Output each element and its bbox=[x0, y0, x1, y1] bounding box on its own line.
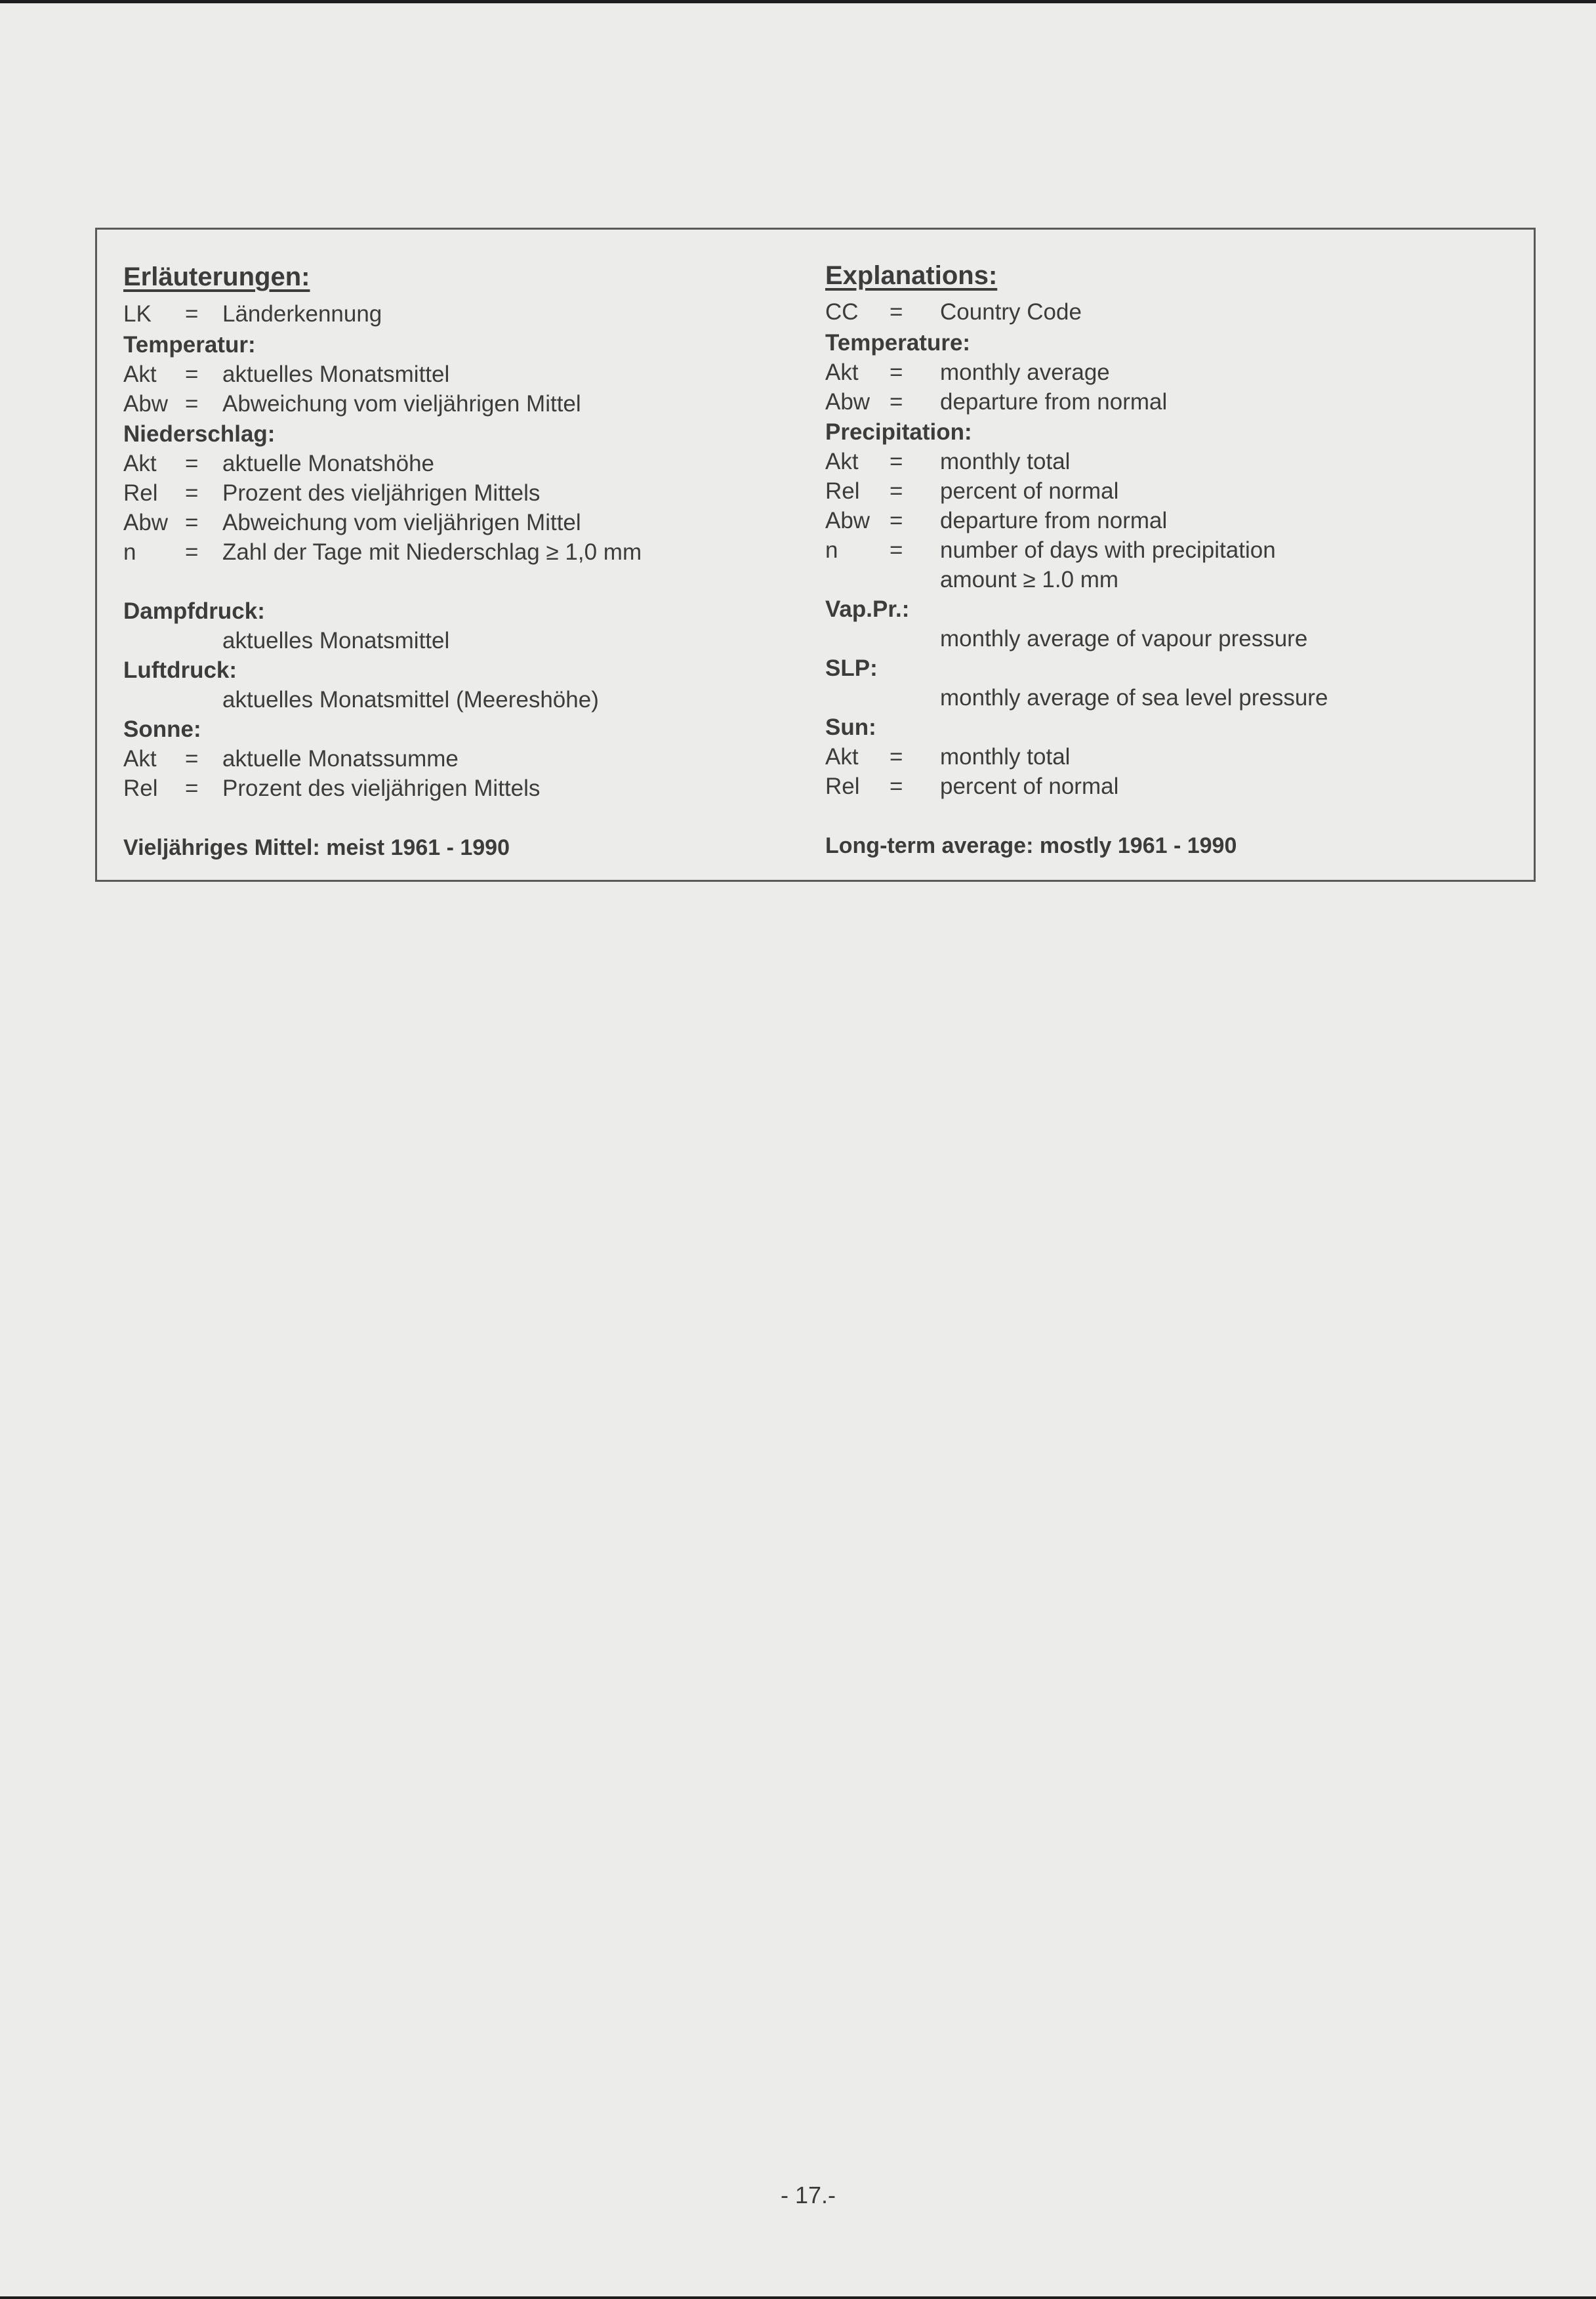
page-number: - 17.- bbox=[781, 2182, 836, 2208]
german-pressure-desc: aktuelles Monatsmittel (Meereshöhe) bbox=[222, 687, 599, 713]
equals-sign: = bbox=[890, 537, 903, 563]
equals-sign: = bbox=[185, 480, 199, 506]
abbr-label: Abw bbox=[825, 389, 870, 415]
abbr-label: Akt bbox=[825, 744, 859, 770]
abbr-label: Akt bbox=[825, 360, 859, 385]
definition-text: monthly total bbox=[940, 744, 1071, 770]
scan-top-edge bbox=[0, 0, 1596, 3]
equals-sign: = bbox=[890, 774, 903, 799]
equals-sign: = bbox=[185, 391, 199, 417]
equals-sign: = bbox=[890, 508, 903, 533]
definition-text: monthly average bbox=[940, 360, 1110, 385]
english-pressure-heading: SLP: bbox=[825, 655, 878, 681]
abbr-label: Akt bbox=[825, 449, 859, 474]
english-precip-heading: Precipitation: bbox=[825, 419, 972, 445]
equals-sign: = bbox=[185, 746, 199, 772]
german-temperature-heading: Temperatur: bbox=[123, 332, 256, 358]
definition-text: aktuelles Monatsmittel bbox=[222, 362, 450, 387]
equals-sign: = bbox=[185, 451, 199, 476]
definition-text: Prozent des vieljährigen Mittels bbox=[222, 480, 541, 506]
scan-bottom-edge bbox=[0, 2296, 1596, 2299]
definition-text: percent of normal bbox=[940, 478, 1119, 504]
equals-sign: = bbox=[890, 360, 903, 385]
german-pressure-heading: Luftdruck: bbox=[123, 657, 237, 683]
equals-sign: = bbox=[890, 744, 903, 770]
abbr-label: Rel bbox=[825, 774, 860, 799]
equals-sign: = bbox=[185, 539, 199, 565]
english-vapour-heading: Vap.Pr.: bbox=[825, 596, 910, 622]
german-column bbox=[97, 230, 799, 880]
definition-text: aktuelle Monatssumme bbox=[222, 746, 459, 772]
abbr-label: n bbox=[123, 539, 136, 565]
abbr-label: n bbox=[825, 537, 838, 563]
equals-sign: = bbox=[185, 510, 199, 535]
abbr-label: Akt bbox=[123, 362, 157, 387]
german-vapour-heading: Dampfdruck: bbox=[123, 598, 265, 624]
abbr-label: Akt bbox=[123, 746, 157, 772]
definition-text: aktuelle Monatshöhe bbox=[222, 451, 434, 476]
definition-text: Zahl der Tage mit Niederschlag ≥ 1,0 mm bbox=[222, 539, 642, 565]
abbr-label: Rel bbox=[123, 480, 158, 506]
german-precip-heading: Niederschlag: bbox=[123, 421, 276, 447]
abbr-label: LK bbox=[123, 301, 152, 327]
equals-sign: = bbox=[185, 301, 199, 327]
german-footer: Vieljähriges Mittel: meist 1961 - 1990 bbox=[123, 835, 510, 860]
english-pressure-desc: monthly average of sea level pressure bbox=[940, 685, 1328, 711]
abbr-label: CC bbox=[825, 299, 859, 325]
equals-sign: = bbox=[890, 449, 903, 474]
definition-text: percent of normal bbox=[940, 774, 1119, 799]
equals-sign: = bbox=[890, 478, 903, 504]
definition-text: Prozent des vieljährigen Mittels bbox=[222, 776, 541, 801]
definition-text: number of days with precipitation bbox=[940, 537, 1276, 563]
german-sun-heading: Sonne: bbox=[123, 716, 201, 742]
equals-sign: = bbox=[890, 389, 903, 415]
english-vapour-desc: monthly average of vapour pressure bbox=[940, 626, 1308, 652]
english-temperature-heading: Temperature: bbox=[825, 330, 971, 356]
definition-text: Abweichung vom vieljährigen Mittel bbox=[222, 391, 581, 417]
equals-sign: = bbox=[185, 362, 199, 387]
legend-box bbox=[95, 228, 1536, 882]
definition-text: departure from normal bbox=[940, 389, 1168, 415]
abbr-label: Rel bbox=[123, 776, 158, 801]
abbr-label: Abw bbox=[825, 508, 870, 533]
english-footer: Long-term average: mostly 1961 - 1990 bbox=[825, 833, 1237, 858]
english-title: Explanations: bbox=[825, 261, 998, 290]
english-precip-n-continuation: amount ≥ 1.0 mm bbox=[940, 567, 1119, 592]
english-sun-heading: Sun: bbox=[825, 715, 876, 740]
english-column bbox=[799, 230, 1534, 880]
definition-text: Länderkennung bbox=[222, 301, 382, 327]
german-title: Erläuterungen: bbox=[123, 262, 310, 291]
abbr-label: Abw bbox=[123, 391, 169, 417]
equals-sign: = bbox=[890, 299, 903, 325]
definition-text: monthly total bbox=[940, 449, 1071, 474]
definition-text: departure from normal bbox=[940, 508, 1168, 533]
abbr-label: Akt bbox=[123, 451, 157, 476]
definition-text: Country Code bbox=[940, 299, 1082, 325]
equals-sign: = bbox=[185, 776, 199, 801]
german-vapour-desc: aktuelles Monatsmittel bbox=[222, 628, 450, 653]
abbr-label: Rel bbox=[825, 478, 860, 504]
abbr-label: Abw bbox=[123, 510, 169, 535]
definition-text: Abweichung vom vieljährigen Mittel bbox=[222, 510, 581, 535]
